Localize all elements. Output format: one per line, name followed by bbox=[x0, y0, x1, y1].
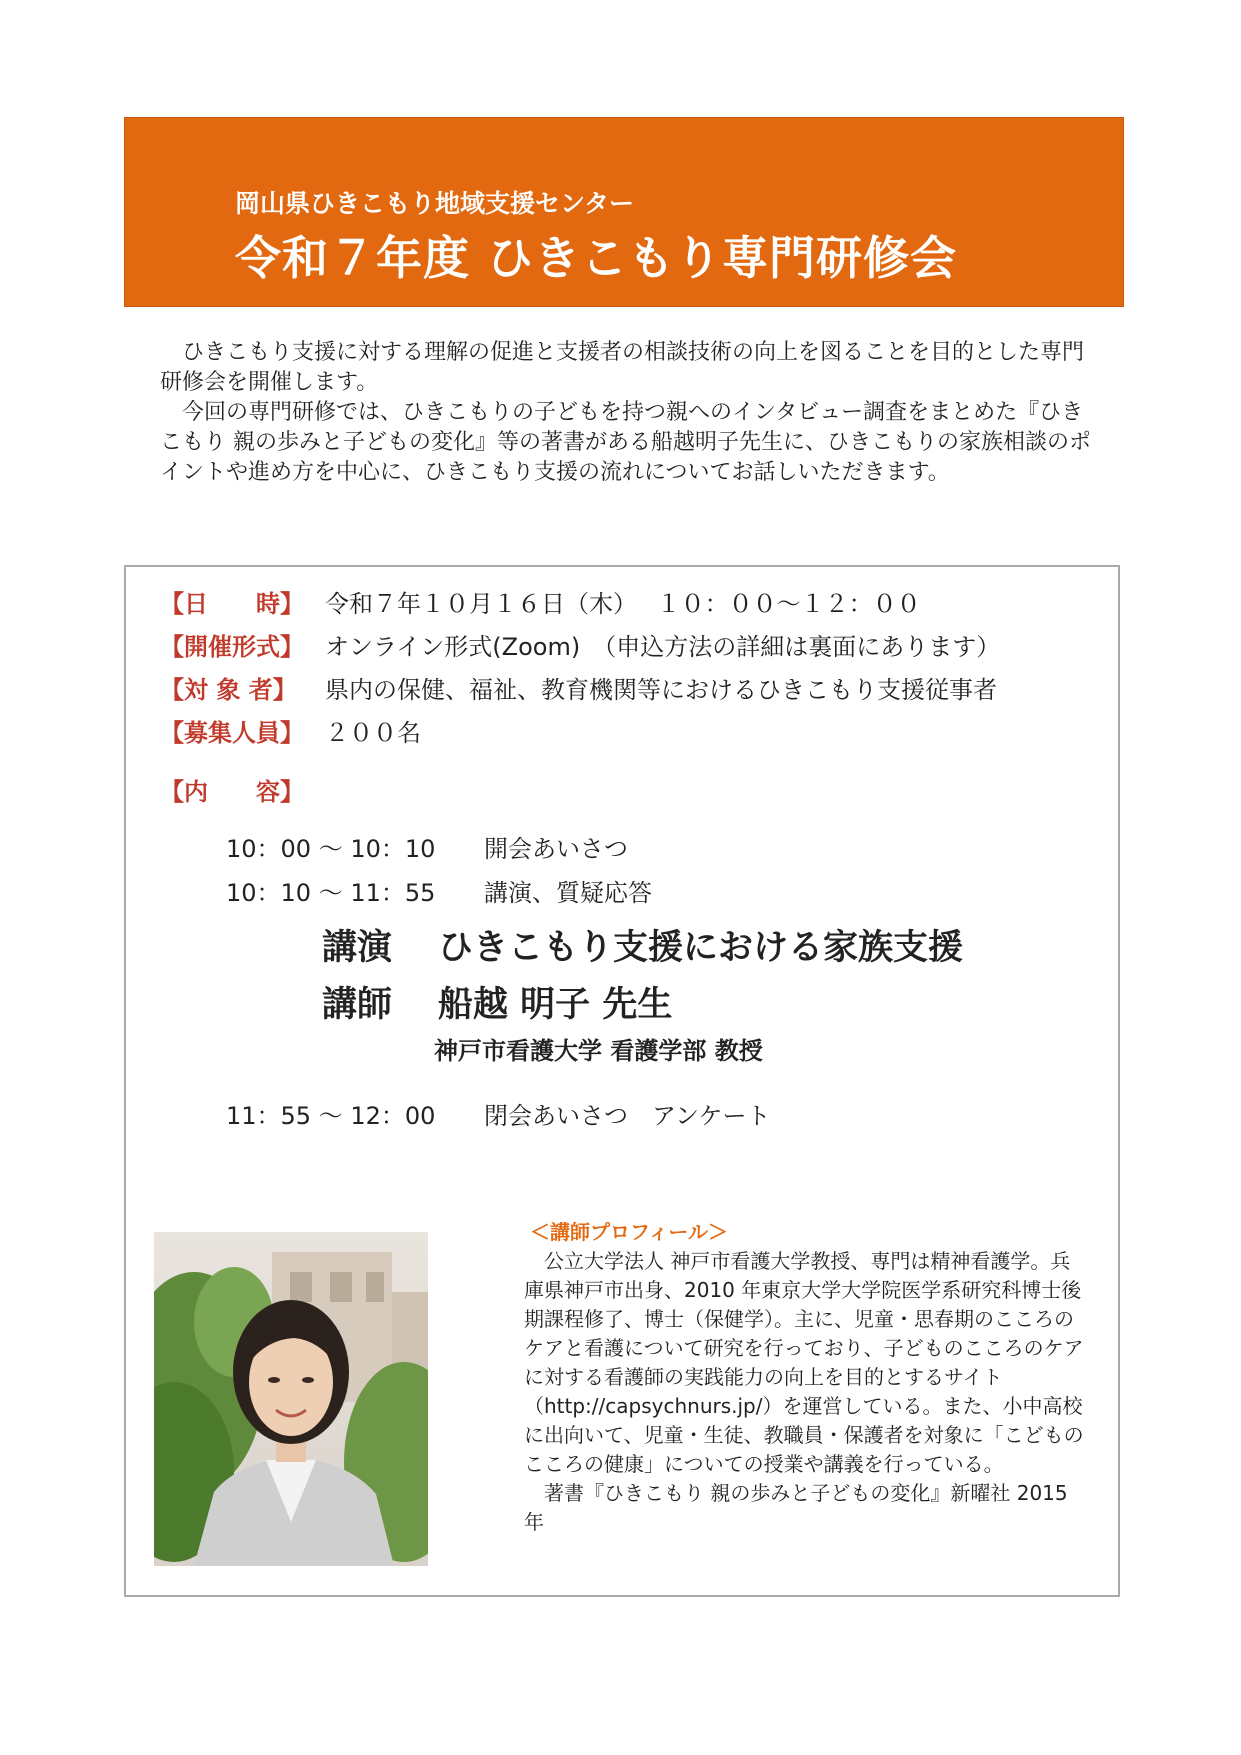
detail-value: 県内の保健、福祉、教育機関等におけるひきこもり支援従事者 bbox=[325, 676, 997, 704]
schedule-item bbox=[226, 873, 652, 908]
lecturer-key: 講師 bbox=[322, 985, 393, 1025]
lecturer-name: 船越 明子 先生 bbox=[438, 985, 673, 1025]
profile-book: 著書『ひきこもり 親の歩みと子どもの変化』新曜社 2015 年 bbox=[524, 1481, 1068, 1534]
detail-label: 【募集人員】 bbox=[160, 719, 304, 747]
detail-label: 【日 時】 bbox=[160, 590, 304, 618]
schedule-desc: 講演、質疑応答 bbox=[484, 879, 652, 907]
lecture-title: ひきこもり支援における家族支援 bbox=[438, 928, 964, 968]
lecture-title-line bbox=[322, 920, 963, 970]
profile-body: 公立大学法人 神戸市看護大学教授、専門は精神看護学。兵庫県神戸市出身、2010 年東京大学大学院医学系研究科博士後期課程修了、博士（保健学）。主に、児童・思春期のこころのケアと看護について研究を行っており、子どものこころのケアに対する看護師の実践能力の向上を目的とするサイト（http://capsychnurs.jp/）を運営している。また、小中高校に出向いて、児童・生徒、教職員・保護者を対象に「こどものこころの健康」についての授業や講義を行っている。 bbox=[524, 1249, 1084, 1476]
profile-heading: ＜講師プロフィール＞ bbox=[530, 1220, 728, 1244]
intro-paragraph: 今回の専門研修では、ひきこもりの子どもを持つ親へのインタビュー調査をまとめた『ひきこもり 親の歩みと子どもの変化』等の著書がある船越明子先生に、ひきこもりの家族相談のポイントや進め方を中心に、ひきこもり支援の流れについてお話しいただきます。 bbox=[160, 400, 1091, 485]
lecturer-photo bbox=[154, 1232, 428, 1566]
lecturer-profile bbox=[524, 1218, 1084, 1537]
detail-label: 【対 象 者】 bbox=[160, 676, 297, 704]
detail-label: 【開催形式】 bbox=[160, 633, 304, 661]
schedule-time: 10：10 ～ 11：55 bbox=[226, 879, 436, 907]
organizer-name: 岡山県ひきこもり地域支援センター bbox=[235, 189, 635, 218]
schedule-item bbox=[226, 1096, 771, 1131]
page-title: 令和７年度 ひきこもり専門研修会 bbox=[235, 231, 958, 285]
lecture-key: 講演 bbox=[322, 928, 393, 968]
detail-value: ２００名 bbox=[325, 719, 421, 747]
title-banner bbox=[124, 117, 1124, 307]
detail-value: オンライン形式(Zoom) （申込方法の詳細は裏面にあります） bbox=[325, 633, 1001, 661]
schedule-item bbox=[226, 829, 628, 864]
intro-text bbox=[160, 338, 1100, 488]
schedule-time: 11：55 ～ 12：00 bbox=[226, 1102, 436, 1130]
contents-label: 【内 容】 bbox=[160, 778, 304, 806]
detail-value: 令和７年１０月１６日（木） １０：００～１２：００ bbox=[325, 590, 921, 618]
lecturer-line bbox=[322, 977, 672, 1027]
schedule-desc: 開会あいさつ bbox=[484, 835, 628, 863]
intro-paragraph: ひきこもり支援に対する理解の促進と支援者の相談技術の向上を図ることを目的とした専門研修会を開催します。 bbox=[160, 340, 1085, 395]
lecturer-affiliation: 神戸市看護大学 看護学部 教授 bbox=[434, 1037, 763, 1065]
schedule-desc: 閉会あいさつ アンケート bbox=[484, 1102, 771, 1130]
schedule-time: 10：00 ～ 10：10 bbox=[226, 835, 436, 863]
